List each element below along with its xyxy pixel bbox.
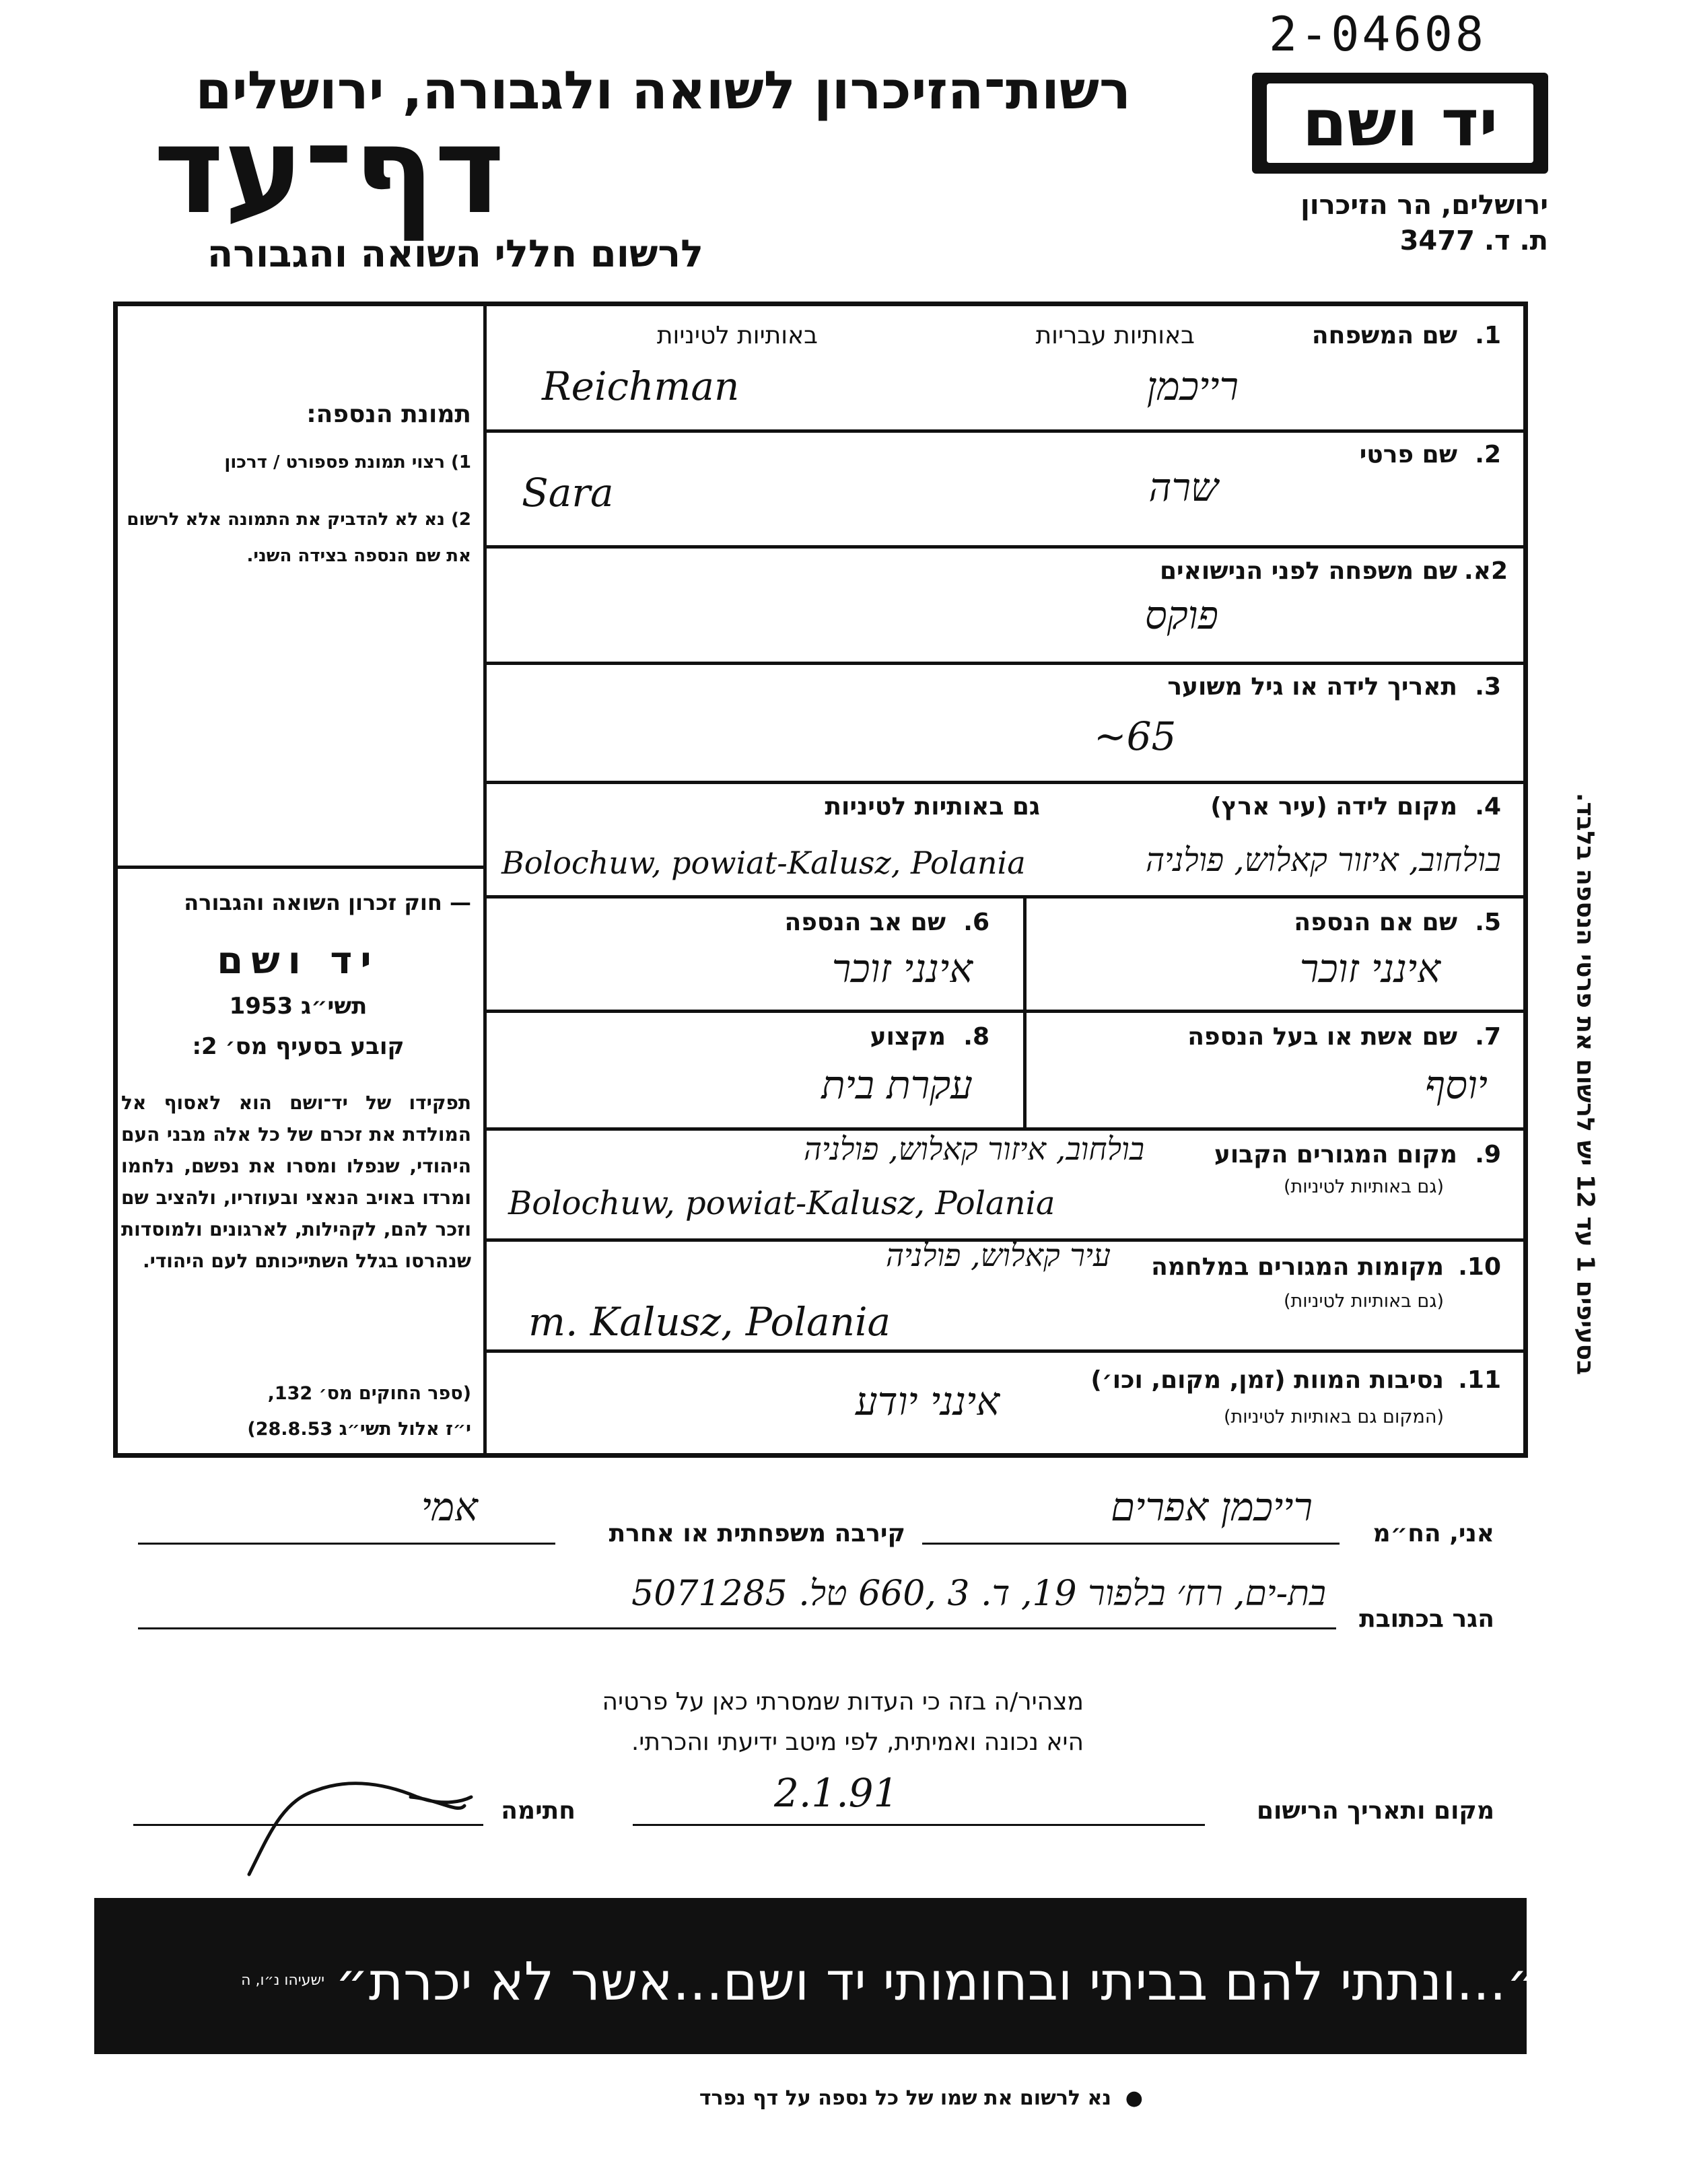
banner-quote: ״...ונתתי להם בביתי ובחומותי יד ושם...אשר לא יכרת״ xyxy=(335,1952,1540,2012)
field-4-number: 4. xyxy=(1475,793,1501,820)
field-2a-label: שם משפחה לפני הנישואים xyxy=(1159,557,1457,585)
field-5-value: אינני זוכר xyxy=(1299,946,1440,991)
field-11-latin-note: (המקום גם באותיות לטיניות) xyxy=(1223,1407,1444,1428)
footer-bullet-icon: ● xyxy=(1111,2086,1143,2110)
field-6-value: אינני זוכר xyxy=(831,946,973,991)
field-1-col-latin: באותיות לטיניות xyxy=(656,322,818,349)
field-8-number: 8. xyxy=(963,1023,989,1051)
handwritten-signature xyxy=(242,1760,512,1881)
address-label: הגר בכתובת xyxy=(1359,1605,1494,1633)
field-2-value-hebrew: שרה xyxy=(1148,464,1218,510)
field-11-number: 11. xyxy=(1458,1366,1501,1394)
panel-divider xyxy=(483,302,487,1458)
page-subtitle: לרשום חללי השואה והגבורה xyxy=(207,232,703,276)
field-11-value: אינני יודע xyxy=(855,1378,1000,1424)
field-6-label: שם אב הנספה xyxy=(784,909,946,936)
banner-source: ישעיהו נ״ו, ה xyxy=(241,1972,324,1989)
field-10-latin-note: (גם באותיות לטיניות) xyxy=(1283,1291,1444,1312)
field-10-number: 10. xyxy=(1458,1253,1501,1281)
field-10-label: מקומות המגורים במלחמה xyxy=(1151,1253,1444,1281)
signature-label: חתימה xyxy=(501,1797,576,1825)
field-2-label: שם פרטי xyxy=(1359,441,1457,468)
authority-line: רשות־הזיכרון לשואה ולגבורה, ירושלים xyxy=(195,61,1131,121)
field-2-value-latin: Sara xyxy=(522,470,614,516)
field-11-label: נסיבות המוות (זמן, מקום, וכו׳) xyxy=(1090,1366,1444,1394)
field-9-value-latin: Bolochuw, powiat-Kalusz, Polania xyxy=(508,1185,1055,1222)
field-7-label: שם אשת או בעל הנספה xyxy=(1187,1023,1457,1051)
field-4-value-latin: Bolochuw, powiat-Kalusz, Polania xyxy=(501,845,1026,881)
relation-value: אמי xyxy=(421,1484,478,1530)
field-9-latin-note: (גם באותיות לטיניות) xyxy=(1283,1176,1444,1197)
address-line-2: ת. ד. 3477 xyxy=(1399,225,1548,256)
field-2a-number: 2א. xyxy=(1464,557,1508,585)
field-7-number: 7. xyxy=(1475,1023,1501,1051)
field-1-value-hebrew: רייכמן xyxy=(1146,363,1239,409)
statement-line-1: מצהיר/ה בזה כי העדות שמסרתי כאן על פרטיה xyxy=(602,1688,1084,1716)
law-name: יד ושם xyxy=(217,939,380,983)
address-line-1: ירושלים, הר הזיכרון xyxy=(1300,190,1548,221)
footer-note-text: נא לרשום את שמו של כל נספה על דף נפרד xyxy=(699,2086,1111,2110)
field-2-number: 2. xyxy=(1475,441,1501,468)
side-note: בסעיפים 1 עד 12 יש לרשום את פרטי הנספה בלבד. xyxy=(1571,792,1599,1376)
declarant-label: אני, הח״מ xyxy=(1372,1520,1494,1547)
field-8-label: מקצוע xyxy=(870,1023,946,1051)
field-6-number: 6. xyxy=(963,909,989,936)
field-9-value-hebrew: בולחוב, איזור קאלוש, פולניה xyxy=(803,1131,1144,1167)
field-10-value-hebrew: עיר קאלוש, פולניה xyxy=(886,1237,1111,1273)
law-text: תפקידו של יד־ושם הוא לאסוף אל המולדת את זכרם של כל אלה מבני העם היהודי, שנפלו ומסרו את נפשם, נלחמו ומרדו באויב הנאצי ובעוזריו, ולהציב שם וזכר להם, לקהילות, לארגונים ולמוסדות שנהרסו בגלל השתייכותם לעם היהודי. xyxy=(121,1092,471,1272)
place-date-value: 2.1.91 xyxy=(774,1770,899,1816)
photo-note-2: 2) נא לא להדביק את התמונה אלא לרשום את שם הנספה בצידה השני. xyxy=(127,509,471,566)
field-3-number: 3. xyxy=(1475,673,1501,701)
law-year: תשי״ג 1953 xyxy=(229,993,368,1020)
place-date-label: מקום ותאריך הרישום xyxy=(1256,1797,1494,1825)
field-3-value: ~65 xyxy=(1094,713,1177,759)
field-10-value-latin: m. Kalusz, Polania xyxy=(528,1299,891,1345)
field-1-col-hebrew: באותיות עבריות xyxy=(1035,322,1195,349)
field-1-label: שם המשפחה xyxy=(1311,322,1457,349)
law-title: — חוק זכרון השואה והגבורה xyxy=(184,890,471,915)
field-1-value-latin: Reichman xyxy=(542,363,740,409)
field-5-number: 5. xyxy=(1475,909,1501,936)
field-7-value: יוסף xyxy=(1424,1062,1488,1108)
page-title: דף־עד xyxy=(153,101,505,240)
law-clause: קובע בסעיף מס׳ 2: xyxy=(192,1033,405,1060)
logo-text: יד ושם xyxy=(1267,83,1533,163)
declarant-value: רייכמן אפרים xyxy=(1111,1484,1313,1530)
relation-label: קירבה משפחתית או אחרת xyxy=(609,1520,905,1547)
statement-line-2: היא נכונה ואמיתית, לפי מיטב ידיעתי והכרתי. xyxy=(631,1728,1084,1756)
field-9-number: 9. xyxy=(1475,1141,1501,1168)
field-2a-value: פוקס xyxy=(1144,592,1218,638)
footer-note xyxy=(699,2086,1143,2110)
field-1-number: 1. xyxy=(1475,322,1501,349)
left-panel-divider xyxy=(113,866,483,869)
field-3-label: תאריך לידה או גיל משוער xyxy=(1167,673,1457,701)
law-source: (ספר החוקים מס׳ 132, xyxy=(267,1383,471,1404)
field-4-label: מקום לידה (עיר ארץ) xyxy=(1210,793,1457,820)
field-4-latin-note: גם באותיות לטיניות xyxy=(825,793,1040,820)
photo-title: תמונת הנספה: xyxy=(306,400,471,428)
law-date: י״ז אלול תשי״ג 28.8.53) xyxy=(247,1419,471,1440)
address-value: בת-ים, רח׳ בלפור 19, ד. 3 ,660 טל. 5071285 xyxy=(631,1574,1326,1614)
photo-note-1: 1) רצוי תמונת פספורט / דרכון xyxy=(224,452,471,472)
yad-vashem-logo xyxy=(1252,73,1548,174)
field-4-value-hebrew: בולחוב, איזור קאלוש, פולניה xyxy=(1145,841,1501,879)
field-9-label: מקום המגורים הקבוע xyxy=(1214,1141,1457,1168)
field-5-label: שם אם הנספה xyxy=(1294,909,1457,936)
archive-stamp-number: 2-04608 xyxy=(1269,7,1487,62)
field-8-value: עקרת בית xyxy=(821,1062,973,1108)
